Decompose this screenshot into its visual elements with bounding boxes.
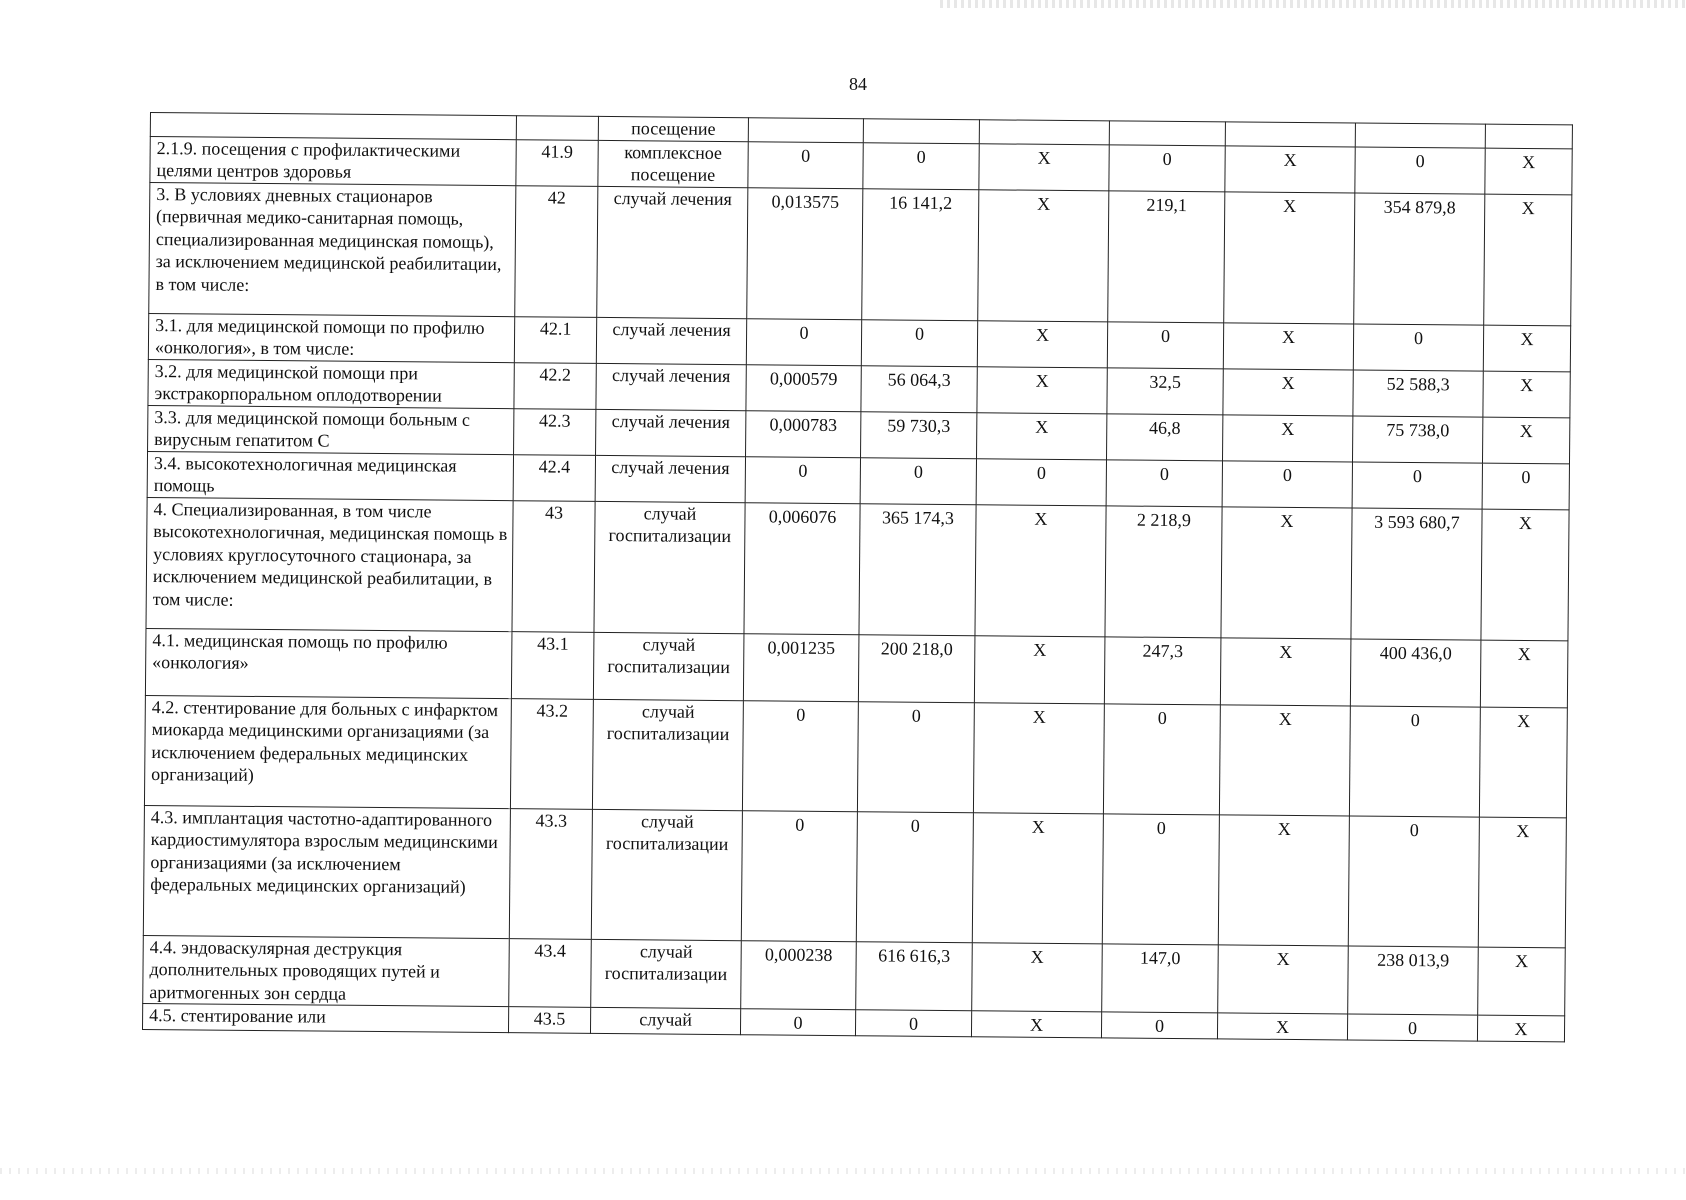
row-value: Х (1485, 148, 1572, 195)
row-value: 0,001235 (743, 633, 859, 701)
row-value: 0 (1353, 324, 1483, 371)
row-value: 0 (1103, 703, 1220, 814)
row-value: 3 593 680,7 (1351, 508, 1482, 640)
row-value: Х (1217, 1013, 1347, 1040)
row-value: 0 (1355, 147, 1485, 194)
row-number: 43.4 (509, 938, 592, 1007)
row-value: Х (1478, 817, 1566, 948)
row-value: 0 (1222, 460, 1352, 507)
row-value (863, 119, 979, 144)
row-number: 43.3 (509, 808, 592, 939)
row-value: Х (1221, 506, 1352, 638)
row-value: 0 (863, 142, 979, 189)
row-value: 59 730,3 (861, 411, 977, 458)
row-value: 0 (1102, 813, 1219, 944)
row-number: 42.4 (513, 454, 595, 501)
row-value: Х (1225, 145, 1355, 192)
row-unit: случай лечения (596, 409, 746, 456)
row-value: 0,000238 (741, 940, 857, 1010)
document-sheet (142, 112, 1572, 1042)
row-value: Х (1218, 814, 1349, 945)
row-unit: случай госпитализации (594, 501, 745, 633)
row-name: 3. В условиях дневных стационаров (первичная медико-санитарная помощь, специализированная медицинская помощь), за исключением медицинской реабилитации, в том числе: (149, 182, 516, 316)
row-value: Х (977, 320, 1107, 367)
row-value: 354 879,8 (1354, 193, 1485, 325)
row-value: Х (1223, 322, 1353, 369)
row-value: Х (1219, 704, 1350, 815)
table-row (149, 182, 1572, 325)
row-value: 16 141,2 (862, 188, 979, 320)
row-value: Х (971, 1011, 1101, 1038)
row-value: Х (977, 366, 1107, 413)
row-value: 0,006076 (744, 502, 860, 634)
row-name (150, 113, 516, 140)
row-value (1225, 122, 1355, 147)
row-unit: случай лечения (596, 363, 746, 410)
row-value (1485, 124, 1572, 148)
row-value: Х (978, 189, 1109, 321)
row-value: 0 (1101, 1012, 1217, 1039)
row-unit: случай лечения (595, 455, 745, 502)
row-value: 0 (1352, 462, 1482, 509)
row-value: 0 (1349, 705, 1480, 816)
scan-edge-bottom (0, 1168, 1686, 1174)
row-name: 4.4. эндоваскулярная деструкция дополнительных проводящих путей и аритмогенных зон сердца (143, 935, 510, 1007)
row-value: 0 (1107, 321, 1223, 368)
row-number: 43.5 (508, 1007, 590, 1033)
row-unit: посещение (598, 116, 748, 141)
row-value (1109, 121, 1225, 146)
row-value: 0 (748, 141, 863, 188)
row-value: 238 013,9 (1348, 945, 1479, 1015)
page-number: 84 (849, 74, 867, 94)
row-value: 0 (856, 811, 973, 942)
row-value (979, 120, 1109, 145)
row-name: 3.2. для медицинской помощи при экстракорпоральном оплодотворении (148, 359, 514, 408)
row-value: 0 (860, 457, 976, 504)
row-value: 0 (1106, 459, 1222, 506)
row-value: Х (1480, 640, 1568, 708)
row-unit: случай лечения (597, 186, 748, 318)
row-value: 219,1 (1108, 190, 1225, 322)
row-unit: случай лечения (596, 317, 746, 364)
row-value: Х (1481, 509, 1569, 641)
row-value: Х (1477, 1015, 1564, 1041)
row-unit: случай (590, 1007, 740, 1034)
table-row (143, 805, 1566, 947)
row-value: 52 588,3 (1353, 370, 1483, 417)
row-value: Х (1483, 325, 1570, 372)
row-value: Х (975, 504, 1106, 636)
row-value: 0 (741, 810, 857, 941)
row-number (516, 116, 598, 140)
row-value: 0,000579 (746, 364, 861, 411)
table-row (144, 695, 1567, 817)
row-value: 32,5 (1107, 367, 1223, 414)
row-number: 42.2 (514, 362, 596, 409)
row-value: 200 218,0 (858, 634, 975, 702)
row-value: Х (973, 702, 1104, 813)
row-value: 0 (1109, 144, 1225, 191)
row-unit: случай госпитализации (591, 939, 742, 1009)
row-name: 4.2. стентирование для больных с инфарктом миокарда медицинскими организациями (за исключением федеральных медицинских организаций) (144, 695, 511, 808)
row-value: Х (1479, 707, 1567, 818)
row-value: 0 (855, 1010, 971, 1037)
row-value: Х (1220, 637, 1351, 705)
row-value: 0,013575 (747, 187, 863, 319)
row-unit: случай госпитализации (592, 699, 743, 810)
scan-edge-top (940, 0, 1686, 8)
row-value: Х (977, 412, 1107, 459)
row-value: Х (972, 942, 1103, 1012)
row-value: Х (1478, 947, 1566, 1016)
row-value (1355, 123, 1485, 148)
row-number: 42.3 (514, 408, 596, 455)
row-number: 42.1 (514, 316, 596, 363)
row-value: 0 (740, 1009, 855, 1036)
row-value: 365 174,3 (859, 503, 976, 635)
row-value: 147,0 (1102, 943, 1219, 1013)
row-value: Х (1223, 414, 1353, 461)
row-value: 75 738,0 (1352, 416, 1482, 463)
row-unit: случай госпитализации (591, 809, 742, 940)
row-value: 0 (1482, 463, 1569, 510)
row-name: 3.3. для медицинской помощи больным с вирусным гепатитом С (148, 405, 514, 454)
row-name: 2.1.9. посещения с профилактическими целями центров здоровья (150, 136, 516, 185)
row-value: 0 (976, 458, 1106, 505)
row-value: Х (1484, 194, 1572, 326)
row-name: 4.5. стентирование или (142, 1003, 508, 1032)
row-value: 247,3 (1104, 636, 1221, 704)
row-value: Х (1218, 944, 1349, 1014)
row-number: 42 (515, 185, 598, 317)
table-row (143, 935, 1566, 1016)
row-value: 2 218,9 (1105, 505, 1222, 637)
row-value: 0 (857, 701, 974, 812)
row-name: 4.1. медицинская помощь по профилю «онкология» (145, 628, 512, 698)
row-value: 56 064,3 (861, 365, 977, 412)
row-value: 0,000783 (746, 410, 861, 457)
row-value (748, 118, 863, 143)
row-value: Х (1223, 368, 1353, 415)
table-row (145, 628, 1568, 707)
row-number: 43.1 (511, 631, 594, 699)
row-unit: комплексное посещение (598, 140, 748, 187)
row-name: 4. Специализированная, в том числе высокотехнологичная, медицинская помощь в условиях круглосуточного стационара, за исключением медицинской реабилитации, в том числе: (146, 497, 513, 631)
row-name: 4.3. имплантация частотно-адаптированного кардиостимулятора взрослым медицинскими организациями (за исключением федеральных медицинских организаций) (143, 805, 510, 938)
row-value: Х (1224, 191, 1355, 323)
row-value: Х (1483, 371, 1570, 418)
table-row (146, 497, 1569, 640)
row-value: 616 616,3 (856, 941, 973, 1011)
row-value: 0 (1348, 815, 1479, 946)
row-value: Х (972, 812, 1103, 943)
row-value: 0 (1347, 1014, 1477, 1041)
row-name: 3.1. для медицинской помощи по профилю «онкология», в том числе: (148, 313, 514, 362)
row-value: 400 436,0 (1350, 639, 1481, 707)
row-unit: случай госпитализации (593, 632, 744, 700)
row-number: 43 (512, 500, 595, 632)
row-value: 0 (746, 318, 861, 365)
data-table (142, 112, 1573, 1042)
row-value: 0 (745, 456, 860, 503)
row-value: 0 (861, 319, 977, 366)
row-value: Х (974, 635, 1105, 703)
row-value: Х (1482, 417, 1569, 464)
row-name: 3.4. высокотехнологичная медицинская помощь (147, 451, 513, 500)
row-value: 46,8 (1107, 413, 1223, 460)
row-value: Х (979, 143, 1109, 190)
row-number: 43.2 (510, 698, 593, 809)
row-number: 41.9 (516, 139, 598, 186)
row-value: 0 (742, 700, 858, 811)
